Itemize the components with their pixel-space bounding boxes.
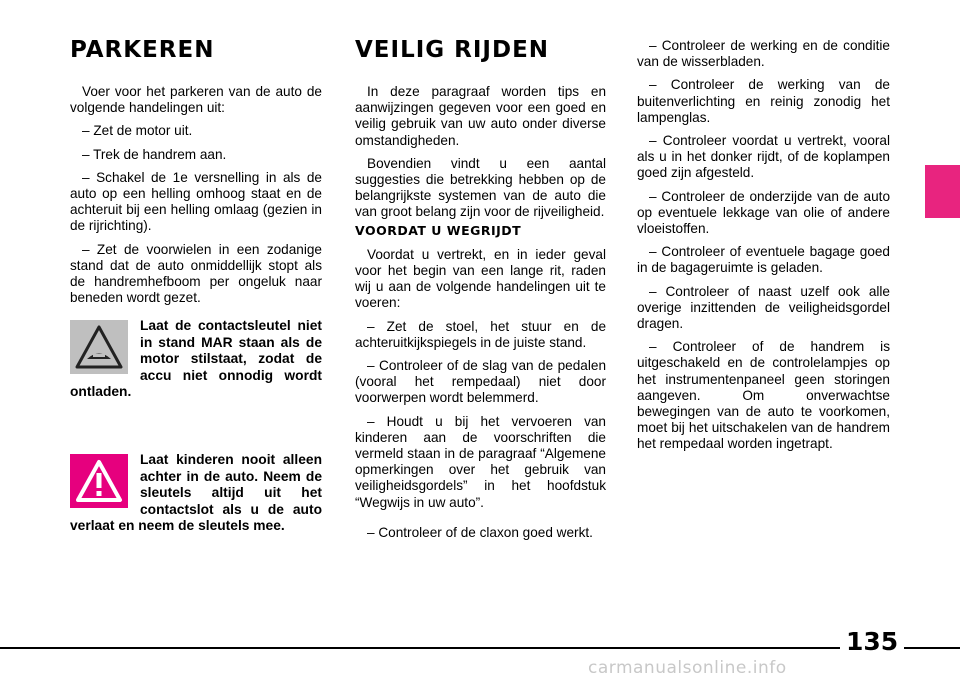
veilig-item: – Houdt u bij het vervoeren van kinderen aan de voorschriften die vermeld staan in de paragraaf “Algemene opmerkingen over het gebruik van veiligheidsgordels” in het hoofdstuk “Wegwijs in uw auto”. bbox=[355, 413, 606, 510]
veilig-item: – Controleer of de handrem is uitgeschakeld en de controlelampjes op het instrumentenpaneel geen storingen aangeven. Om onverwachtse bewegingen van de auto te voorkomen, moet bij het uitschakelen van de handrem het rempedaal worden ingetrapt. bbox=[637, 339, 890, 452]
parkeren-column bbox=[70, 36, 322, 535]
veilig-item: – Controleer of de claxon goed werkt. bbox=[367, 524, 593, 540]
veilig-item: – Controleer of naast uzelf ook alle overige inzittenden de veiligheidsgordel dragen. bbox=[637, 283, 890, 332]
warning-text: Laat kinderen nooit alleen achter in de auto. Neem de sleutels altijd uit het contactslot als u de auto verlaat en neem de sleutels mee. bbox=[70, 452, 322, 534]
veilig-item: – Controleer de werking van de buitenverlichting en reinig zonodig het lampenglas. bbox=[637, 77, 890, 125]
watermark: carmanualsonline.info bbox=[588, 658, 787, 678]
veilig-item: – Controleer of eventuele bagage goed in de bagageruimte is geladen. bbox=[637, 244, 890, 276]
footer-rule bbox=[0, 647, 960, 649]
veilig-item: – Controleer de onderzijde van de auto op eventuele lekkage van olie of andere vloeistoffen. bbox=[637, 188, 890, 237]
veilig-item: – Controleer voordat u vertrekt, vooral als u in het donker rijdt, of de koplampen goed zijn afgesteld. bbox=[637, 133, 890, 181]
veilig-column bbox=[355, 36, 606, 548]
parkeren-title: PARKEREN bbox=[70, 37, 215, 63]
veilig-item: – Controleer of de slag van de pedalen (vooral het rempedaal) niet door voorwerpen wordt belemmerd. bbox=[355, 358, 606, 406]
battery-drain-icon bbox=[70, 320, 128, 374]
voordat-subtitle: VOORDAT U WEGRIJDT bbox=[355, 222, 522, 238]
parkeren-item: – Zet de voorwielen in een zodanige stand dat de auto onmiddellijk stopt als de handremhefboom per ongeluk naar beneden wordt gezet. bbox=[70, 241, 322, 306]
warning-note bbox=[70, 452, 322, 534]
veilig-item: – Zet de stoel, het stuur en de achteruitkijkspiegels in de juiste stand. bbox=[355, 318, 606, 350]
caution-note bbox=[70, 318, 322, 400]
veilig-intro-2: Bovendien vindt u een aantal suggesties die betrekking hebben op de belangrijkste systemen van de auto die van groot belang zijn voor de rijveiligheid. bbox=[355, 155, 606, 220]
parkeren-item: – Schakel de 1e versnelling in als de auto op een helling omhoog staat en de achteruit bij een helling omlaag (gezien in de rijrichting). bbox=[70, 169, 322, 234]
parkeren-intro: Voer voor het parkeren van de auto de volgende handelingen uit: bbox=[70, 84, 322, 116]
parkeren-item: – Trek de handrem aan. bbox=[82, 146, 227, 162]
warning-triangle-icon bbox=[70, 454, 128, 508]
voordat-intro: Voordat u vertrekt, en in ieder geval voor het begin van een lange rit, raden wij u aan de volgende handelingen uit te voeren: bbox=[355, 246, 606, 311]
veilig-item: – Controleer de werking en de conditie van de wisserbladen. bbox=[637, 38, 890, 70]
page-number: 135 bbox=[840, 627, 904, 657]
veilig-intro: In deze paragraaf worden tips en aanwijzingen gegeven voor een goed en veilig gebruik van uw auto onder diverse omstandigheden. bbox=[355, 84, 606, 148]
parkeren-item: – Zet de motor uit. bbox=[82, 123, 193, 139]
veilig-title: VEILIG RIJDEN bbox=[355, 37, 550, 63]
section-tab bbox=[925, 165, 960, 218]
caution-text: Laat de contactsleutel niet in stand MAR staan als de motor stilstaat, zodat de accu niet onnodig wordt ontladen. bbox=[70, 318, 322, 400]
veilig-column-continued bbox=[637, 38, 890, 460]
